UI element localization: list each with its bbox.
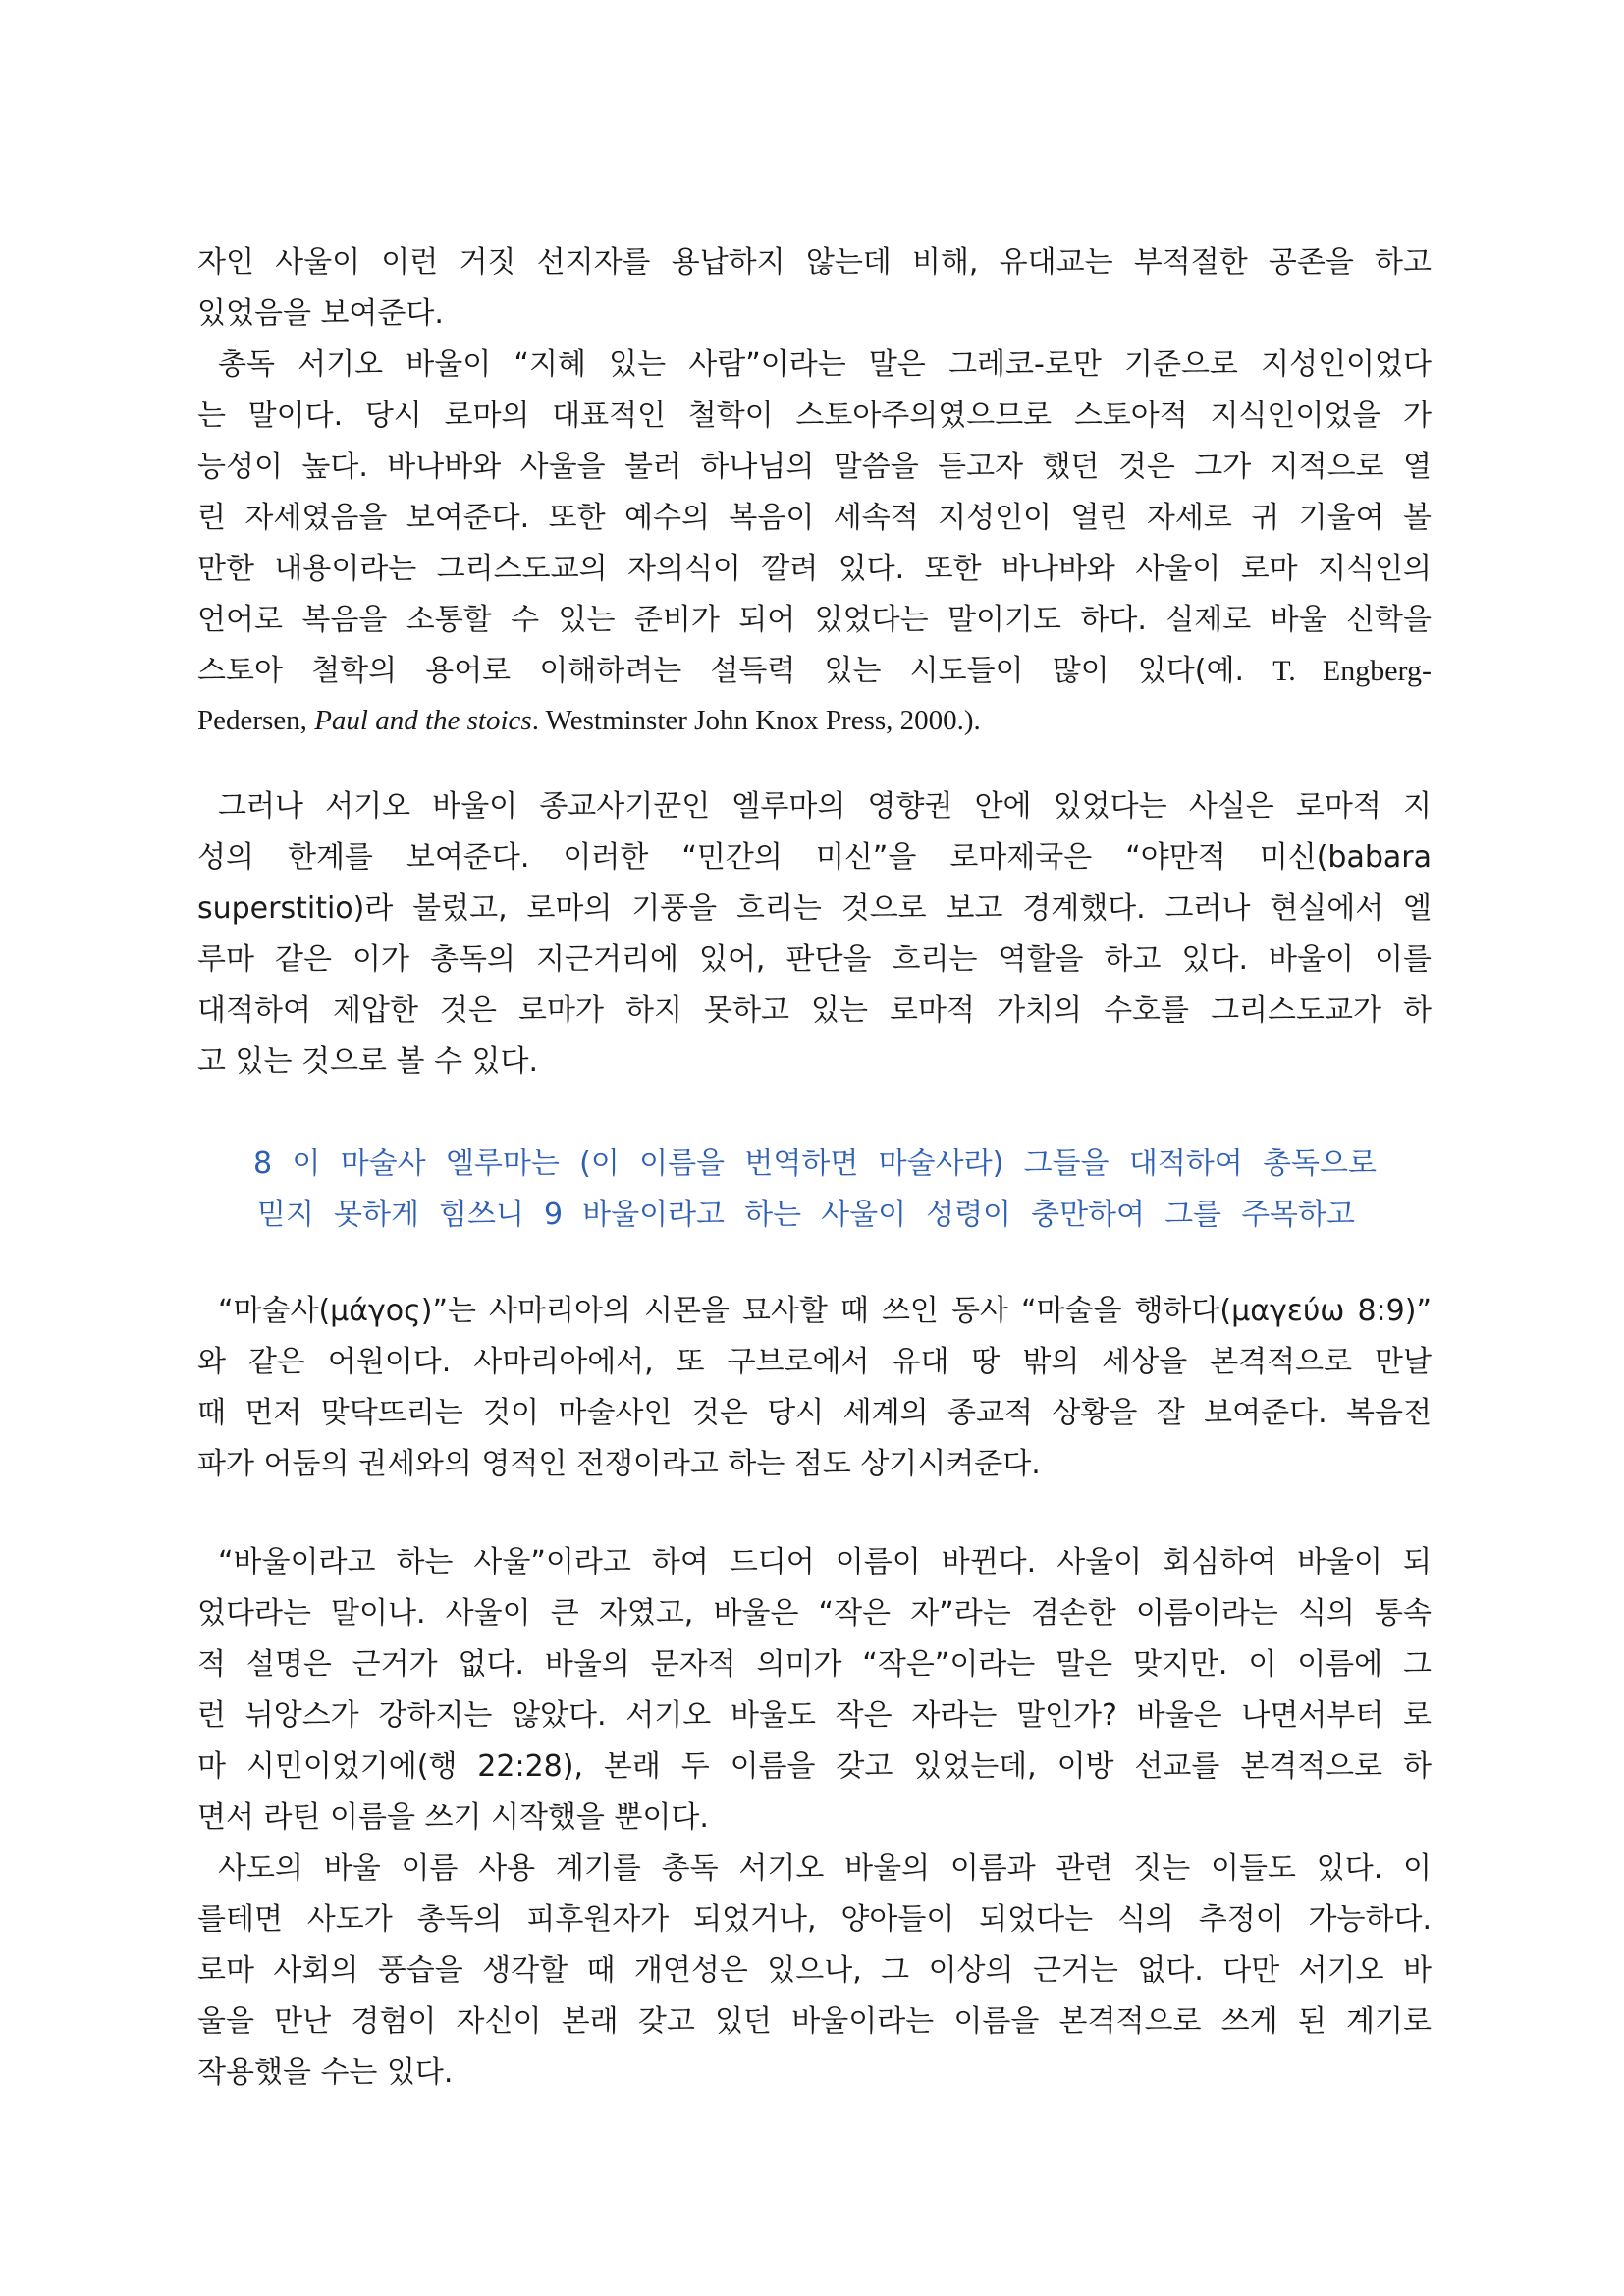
citation-author-cont: Pedersen,	[197, 705, 307, 736]
body-text-line: 사도의 바울 이름 사용 계기를 총독 서기오 바울의 이름과 관련 짓는 이들도 있다. 이	[218, 1851, 1432, 1886]
body-text-line: 그러나 서기오 바울이 종교사기꾼인 엘루마의 영향권 안에 있었다는 사실은 로마적 지	[218, 789, 1432, 824]
citation-author: T. Engberg-	[1272, 655, 1432, 687]
body-text-line: 대적하여 제압한 것은 로마가 하지 못하고 있는 로마적 가치의 수호를 그리스도교가 하	[197, 993, 1432, 1028]
body-text-line: 울을 만난 경험이 자신이 본래 갖고 있던 바울이라는 이름을 본격적으로 쓰게 된 계기로	[197, 2004, 1432, 2039]
body-text-line: 런 뉘앙스가 강하지는 않았다. 서기오 바울도 작은 자라는 말인가? 바울은 나면서부터 로	[197, 1698, 1432, 1733]
body-text-line: 로마 사회의 풍습을 생각할 때 개연성은 있으나, 그 이상의 근거는 없다. 다만 서기오 바	[197, 1953, 1432, 1988]
body-text-line: 능성이 높다. 바나바와 사울을 불러 하나님의 말씀을 듣고자 했던 것은 그가 지적으로 열	[197, 450, 1432, 484]
scripture-quote-line: 8 이 마술사 엘루마는 (이 이름을 번역하면 마술사라) 그들을 대적하여 총독으로	[253, 1147, 1377, 1181]
citation-title: Paul and the stoics	[314, 705, 532, 736]
body-text-line: 고 있는 것으로 볼 수 있다.	[197, 1044, 539, 1079]
body-text-line: 루마 같은 이가 총독의 지근거리에 있어, 판단을 흐리는 역할을 하고 있다. 바울이 이를	[197, 942, 1432, 977]
body-text-line: “바울이라고 하는 사울”이라고 하여 드디어 이름이 바뀐다. 사울이 회심하여 바울이 되	[218, 1545, 1432, 1579]
body-text-line: 만한 내용이라는 그리스도교의 자의식이 깔려 있다. 또한 바나바와 사울이 로마 지식인의	[197, 552, 1432, 586]
citation-publisher: . Westminster John Knox Press, 2000.).	[531, 705, 981, 736]
body-text-line-with-reference	[197, 646, 1432, 697]
body-text-line: superstitio)라 불렀고, 로마의 기풍을 흐리는 것으로 보고 경계했다. 그러나 현실에서 엘	[197, 891, 1432, 926]
body-text-line: 총독 서기오 바울이 “지혜 있는 사람”이라는 말은 그레코-로만 기준으로 지성인이었다	[218, 347, 1432, 382]
body-text-line: 마 시민이었기에(행 22:28), 본래 두 이름을 갖고 있었는데, 이방 선교를 본격적으로 하	[197, 1749, 1432, 1784]
body-text-line: 때 먼저 맞닥뜨리는 것이 마술사인 것은 당시 세계의 종교적 상황을 잘 보여준다. 복음전	[197, 1396, 1432, 1430]
body-text-line: 언어로 복음을 소통할 수 있는 준비가 되어 있었다는 말이기도 하다. 실제로 바울 신학을	[197, 603, 1432, 637]
body-text-line: 있었음을 보여준다.	[197, 296, 444, 331]
scripture-quote-line: 믿지 못하게 힘쓰니 9 바울이라고 하는 사울이 성령이 충만하여 그를 주목하고	[257, 1198, 1355, 1232]
body-text-line: 성의 한계를 보여준다. 이러한 “민간의 미신”을 로마제국은 “야만적 미신(babara	[197, 840, 1432, 875]
body-text-line: 파가 어둠의 권세와의 영적인 전쟁이라고 하는 점도 상기시켜준다.	[197, 1447, 1041, 1481]
body-text-line: 는 말이다. 당시 로마의 대표적인 철학이 스토아주의였으므로 스토아적 지식인이었을 가	[197, 399, 1432, 433]
body-text-line: “마술사(μάγος)”는 사마리아의 시몬을 묘사할 때 쓰인 동사 “마술을 행하다(μαγεύω 8:9)”	[218, 1294, 1432, 1328]
body-text-line: 작용했을 수는 있다.	[197, 2056, 454, 2090]
body-text-line: 와 같은 어원이다. 사마리아에서, 또 구브로에서 유대 땅 밖의 세상을 본격적으로 만날	[197, 1345, 1432, 1379]
body-text-line: 를테면 사도가 총독의 피후원자가 되었거나, 양아들이 되었다는 식의 추정이 가능하다.	[197, 1902, 1432, 1937]
body-text: 스토아 철학의 용어로 이해하려는 설득력 있는 시도들이 많이 있다(예.	[197, 654, 1245, 688]
body-text-line: 면서 라틴 이름을 쓰기 시작했을 뿐이다.	[197, 1800, 709, 1835]
citation-line	[197, 695, 1432, 746]
body-text-line: 적 설명은 근거가 없다. 바울의 문자적 의미가 “작은”이라는 말은 맞지만. 이 이름에 그	[197, 1647, 1432, 1682]
body-text-line: 린 자세였음을 보여준다. 또한 예수의 복음이 세속적 지성인이 열린 자세로 귀 기울여 볼	[197, 501, 1432, 535]
body-text-line: 었다라는 말이나. 사울이 큰 자였고, 바울은 “작은 자”라는 겸손한 이름이라는 식의 통속	[197, 1596, 1432, 1630]
body-text-line: 자인 사울이 이런 거짓 선지자를 용납하지 않는데 비해, 유대교는 부적절한 공존을 하고	[197, 245, 1432, 280]
